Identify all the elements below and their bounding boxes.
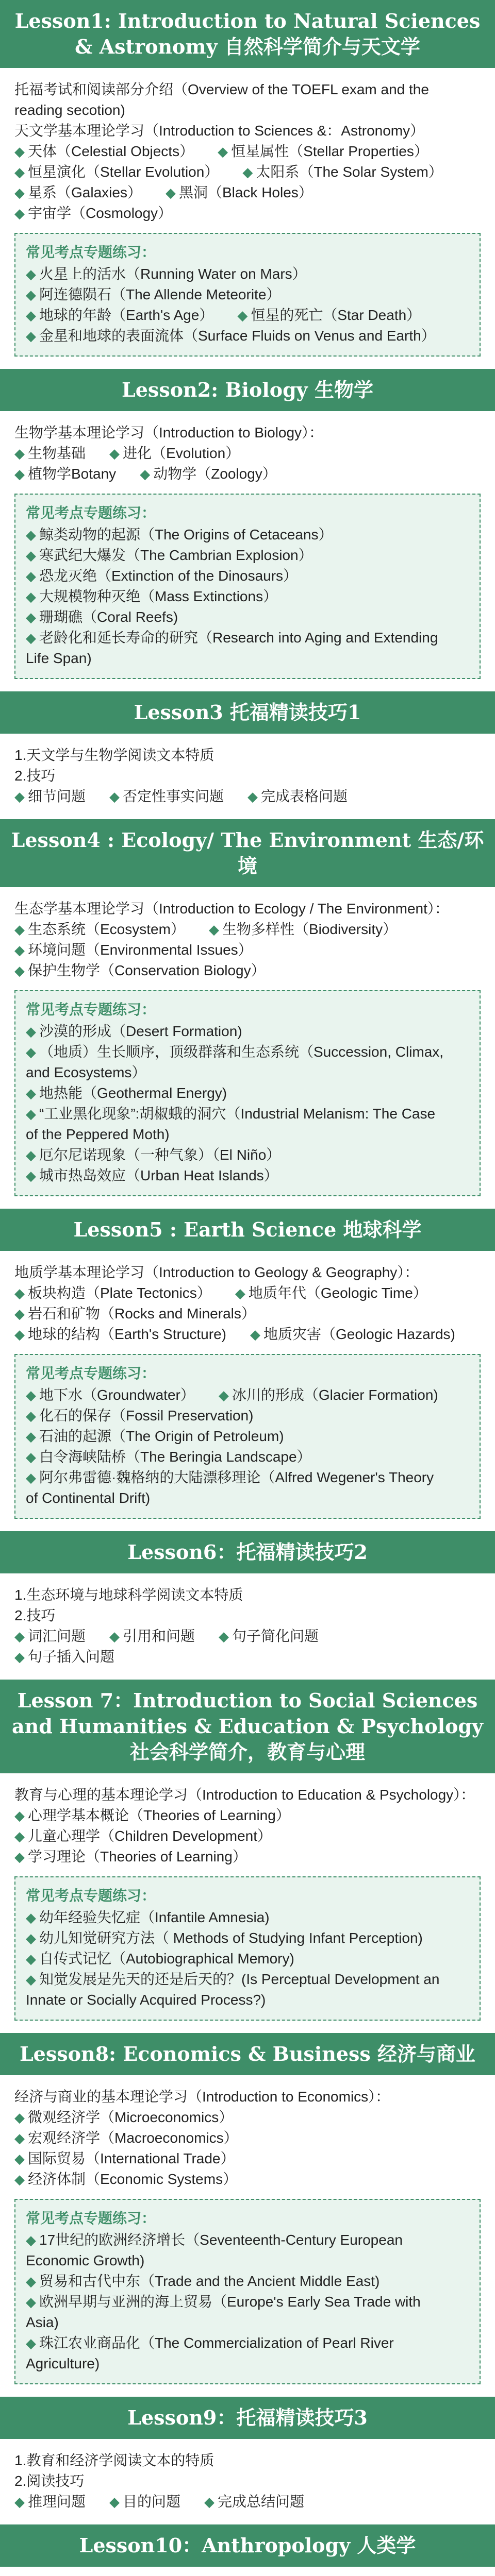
bullet-text: 岩石和矿物（Rocks and Minerals） (28, 1306, 256, 1321)
bullet-dot-icon: ◆ (14, 206, 25, 221)
bullet-item (14, 1846, 247, 1867)
topic-row (14, 464, 481, 484)
bullet-text: 金星和地球的表面流体（Surface Fluids on Venus and Earth） (39, 328, 436, 344)
bullet-dot-icon: ◆ (14, 2130, 25, 2146)
bullet-dot-icon: ◆ (14, 1629, 25, 1644)
bullet-item (14, 2169, 237, 2190)
bullet-dot-icon: ◆ (165, 185, 176, 200)
bullet-text: 珊瑚礁（Coral Reefs) (39, 609, 178, 625)
lesson-banner: Lesson1: Introduction to Natural Sciences & Astronomy 自然科学简介与天文学 (0, 0, 495, 68)
practice-row (26, 1467, 469, 1509)
bullet-text: 宇宙学（Cosmology） (28, 205, 173, 221)
bullet-dot-icon: ◆ (26, 1387, 36, 1403)
bullet-text: 地质年代（Geologic Time） (248, 1285, 427, 1301)
bullet-dot-icon: ◆ (14, 2172, 25, 2187)
bullet-item (26, 1021, 242, 1042)
practice-box (14, 990, 481, 1196)
bullet-text: 欧洲早期与亚洲的海上贸易（Europe's Early Sea Trade with Asia) (26, 2294, 421, 2330)
practice-row (26, 628, 469, 669)
bullet-text: 星系（Galaxies） (28, 184, 142, 200)
bullet-text: 太阳系（The Solar System） (256, 164, 443, 180)
lesson-section (0, 1251, 495, 1531)
bullet-text: 目的问题 (123, 2494, 181, 2510)
bullet-item (219, 1385, 438, 1405)
bullet-dot-icon: ◆ (14, 466, 25, 482)
lesson-intro-line: 1.生态环境与地球科学阅读文本特质 (14, 1587, 243, 1603)
practice-row (26, 1447, 469, 1467)
bullet-item (26, 545, 313, 566)
topic-row (14, 443, 481, 464)
bullet-text: 天体（Celestial Objects） (28, 143, 194, 159)
bullet-dot-icon: ◆ (26, 328, 36, 344)
lesson-intro-line: 2.技巧 (14, 768, 56, 784)
practice-row (26, 1928, 469, 1948)
bullet-item (109, 786, 224, 807)
bullet-dot-icon: ◆ (26, 1024, 36, 1039)
bullet-dot-icon: ◆ (26, 1408, 36, 1423)
lesson-banner: Lesson3 托福精读技巧1 (0, 691, 495, 734)
bullet-text: 词汇问题 (28, 1628, 86, 1644)
lesson-intro-line: 天文学基本理论学习（Introduction to Sciences &：Astronomy） (14, 123, 425, 139)
bullet-text: 17世纪的欧洲经济增长（Seventeenth-Century European Economic Growth) (26, 2232, 403, 2268)
bullet-text: 沙漠的形成（Desert Formation) (39, 1023, 242, 1039)
bullet-item (109, 443, 240, 464)
bullet-text: 城市热岛效应（Urban Heat Islands） (39, 1167, 278, 1183)
lesson-intro-line: 经济与商业的基本理论学习（Introduction to Economics）： (14, 2089, 390, 2105)
practice-box-title: 常见考点专题练习： (26, 244, 156, 260)
topic-row (14, 2107, 481, 2148)
practice-row (26, 566, 469, 586)
bullet-item (26, 586, 277, 607)
bullet-text: “工业黑化现象”:胡椒蛾的洞穴（Industrial Melanism: The Case of the Peppered Moth) (26, 1106, 436, 1142)
bullet-item (26, 1907, 270, 1928)
bullet-text: 否定性事实问题 (123, 788, 224, 804)
bullet-item (109, 2492, 180, 2512)
lesson-banner: Lesson5 : Earth Science 地球科学 (0, 1209, 495, 1251)
bullet-dot-icon: ◆ (14, 1849, 25, 1865)
practice-box (14, 1354, 481, 1519)
bullet-dot-icon: ◆ (109, 1629, 120, 1644)
practice-box (14, 494, 481, 679)
bullet-text: 环境问题（Environmental Issues） (28, 942, 253, 958)
bullet-text: 恒星的死亡（Star Death） (251, 307, 421, 323)
bullet-dot-icon: ◆ (14, 1828, 25, 1844)
practice-row (26, 1969, 469, 2010)
topic-row (14, 1826, 481, 1846)
bullet-dot-icon: ◆ (14, 185, 25, 200)
bullet-dot-icon: ◆ (218, 1387, 229, 1403)
topic-row (14, 1283, 481, 1303)
bullet-text: 国际贸易（International Trade） (28, 2150, 235, 2166)
topic-row (14, 786, 481, 807)
lesson-section (0, 411, 495, 691)
bullet-dot-icon: ◆ (26, 1106, 36, 1122)
practice-row (26, 1145, 469, 1165)
bullet-dot-icon: ◆ (26, 589, 36, 604)
practice-box-title: 常见考点专题练习： (26, 2210, 156, 2226)
bullet-item (26, 264, 307, 284)
lesson-banner: Lesson9：托福精读技巧3 (0, 2397, 495, 2439)
bullet-item (14, 1324, 226, 1345)
bullet-item (248, 786, 348, 807)
practice-row (26, 2333, 469, 2374)
bullet-text: 进化（Evolution） (123, 445, 240, 461)
bullet-text: 地球的结构（Earth's Structure) (28, 1326, 226, 1342)
bullet-dot-icon: ◆ (26, 287, 36, 302)
lesson-intro-line: 2.阅读技巧 (14, 2473, 85, 2489)
topic-row (14, 1626, 481, 1647)
bullet-dot-icon: ◆ (219, 1629, 229, 1644)
bullet-item (26, 607, 178, 628)
bullet-text: 动物学（Zoology） (153, 466, 277, 482)
bullet-text: 生态系统（Ecosystem） (28, 921, 185, 937)
practice-row (26, 1021, 469, 1042)
practice-row (26, 2271, 469, 2292)
bullet-dot-icon: ◆ (208, 922, 219, 937)
bullet-text: 知觉发展是先天的还是后天的？(Is Perceptual Development an Innate or Socially Acquired Process?) (26, 1971, 440, 2008)
practice-row (26, 1165, 469, 1186)
topic-row (14, 203, 481, 224)
lesson-section (0, 68, 495, 369)
bullet-text: 老龄化和延长寿命的研究（Research into Aging and Extending Life Span) (26, 630, 438, 666)
topic-row (14, 960, 481, 981)
practice-row (26, 1405, 469, 1426)
bullet-dot-icon: ◆ (26, 1972, 36, 1987)
bullet-item (14, 2148, 235, 2169)
bullet-dot-icon: ◆ (242, 164, 253, 180)
practice-box-title: 常见考点专题练习： (26, 1365, 156, 1381)
bullet-dot-icon: ◆ (26, 527, 36, 543)
practice-row (26, 2292, 469, 2333)
topic-row (14, 940, 481, 960)
bullet-item (26, 1447, 311, 1467)
bullet-dot-icon: ◆ (248, 789, 258, 804)
bullet-dot-icon: ◆ (26, 1449, 36, 1465)
bullet-item (14, 1647, 114, 1667)
bullet-item (26, 2230, 446, 2271)
lesson-intro-line: 1.天文学与生物学阅读文本特质 (14, 747, 214, 763)
bullet-item (14, 960, 266, 981)
bullet-item (26, 1405, 253, 1426)
practice-row (26, 1907, 469, 1928)
bullet-text: 板块构造（Plate Tectonics） (28, 1285, 211, 1301)
bullet-item (26, 1145, 280, 1165)
bullet-text: 学习理论（Theories of Learning） (28, 1849, 247, 1865)
bullet-dot-icon: ◆ (14, 1327, 25, 1342)
bullet-dot-icon: ◆ (26, 1930, 36, 1946)
lesson-banner: Lesson8: Economics & Business 经济与商业 (0, 2033, 495, 2075)
bullet-text: 植物学Botany (28, 466, 117, 482)
bullet-item (109, 1626, 195, 1647)
practice-row (26, 2230, 469, 2271)
bullet-item (166, 182, 313, 203)
bullet-dot-icon: ◆ (237, 308, 248, 323)
bullet-dot-icon: ◆ (14, 1306, 25, 1321)
bullet-item (26, 1083, 227, 1104)
bullet-text: 贸易和古代中东（Trade and the Ancient Middle East) (39, 2273, 380, 2289)
bullet-dot-icon: ◆ (109, 446, 120, 461)
bullet-item (14, 203, 172, 224)
bullet-text: 细节问题 (28, 788, 86, 804)
bullet-text: 寒武纪大爆发（The Cambrian Explosion） (39, 547, 313, 563)
bullet-item (26, 326, 436, 346)
bullet-text: 地热能（Geothermal Energy) (39, 1085, 227, 1101)
bullet-item (26, 1104, 446, 1145)
bullet-item (26, 1165, 278, 1186)
bullet-dot-icon: ◆ (14, 2110, 25, 2125)
bullet-item (14, 2128, 238, 2148)
bullet-text: 黑洞（Black Holes） (178, 184, 313, 200)
bullet-dot-icon: ◆ (109, 2494, 120, 2510)
bullet-item (14, 1805, 290, 1826)
lesson-section (0, 2439, 495, 2524)
topic-row (14, 2492, 481, 2512)
bullet-dot-icon: ◆ (250, 1327, 260, 1342)
bullet-item (14, 1826, 272, 1846)
bullet-item (14, 162, 219, 182)
lesson-intro-line: 生物学基本理论学习（Introduction to Biology）： (14, 425, 324, 440)
bullet-text: 厄尔尼诺现象（一种气象）（El Niño） (39, 1147, 281, 1163)
bullet-dot-icon: ◆ (14, 2151, 25, 2166)
bullet-text: 阿尔弗雷德·魏格纳的大陆漂移理论（Alfred Wegener's Theory of Continental Drift) (26, 1469, 434, 1506)
bullet-text: 自传式记忆（Autobiographical Memory) (39, 1951, 294, 1967)
bullet-item (14, 786, 86, 807)
lesson-intro-line: 地质学基本理论学习（Introduction to Geology & Geography）： (14, 1264, 419, 1280)
practice-box-title: 常见考点专题练习： (26, 1002, 156, 1018)
bullet-item (14, 940, 253, 960)
bullet-dot-icon: ◆ (26, 1147, 36, 1163)
lesson-banner: Lesson2: Biology 生物学 (0, 369, 495, 411)
bullet-item (14, 141, 194, 162)
lesson-section (0, 1773, 495, 2033)
bullet-dot-icon: ◆ (14, 1285, 25, 1301)
bullet-item (14, 2492, 86, 2512)
practice-row (26, 326, 469, 346)
bullet-text: 经济体制（Economic Systems） (28, 2171, 238, 2187)
bullet-item (26, 628, 446, 669)
topic-row (14, 1324, 481, 1345)
practice-row (26, 264, 469, 284)
bullet-text: 推理问题 (28, 2494, 86, 2510)
bullet-item (14, 464, 116, 484)
bullet-text: 微观经济学（Microeconomics） (28, 2109, 234, 2125)
bullet-text: 地质灾害（Geologic Hazards) (263, 1326, 455, 1342)
bullet-dot-icon: ◆ (235, 1285, 245, 1301)
lesson-intro-line: 1.教育和经济学阅读文本的特质 (14, 2452, 214, 2468)
practice-row (26, 1104, 469, 1145)
bullet-text: 句子简化问题 (232, 1628, 319, 1644)
bullet-text: 生物多样性（Biodiversity） (222, 921, 398, 937)
bullet-dot-icon: ◆ (26, 1168, 36, 1183)
bullet-text: 儿童心理学（Children Development） (28, 1828, 272, 1844)
practice-row (26, 1385, 469, 1405)
bullet-item (14, 2107, 233, 2128)
bullet-text: 心理学基本概论（Theories of Learning） (28, 1807, 290, 1823)
practice-row (26, 1426, 469, 1447)
bullet-item (26, 566, 298, 586)
lesson-intro-line: 生态学基本理论学习（Introduction to Ecology / The Environment）： (14, 901, 449, 917)
topic-row (14, 1647, 481, 1667)
bullet-item (14, 919, 185, 940)
bullet-dot-icon: ◆ (26, 2232, 36, 2248)
bullet-dot-icon: ◆ (14, 942, 25, 958)
practice-row (26, 1948, 469, 1969)
bullet-dot-icon: ◆ (26, 2294, 36, 2310)
bullet-text: 珠江农业商品化（The Commercialization of Pearl River Agriculture) (26, 2335, 394, 2371)
lesson-section (0, 1573, 495, 1680)
bullet-item (204, 2492, 304, 2512)
topic-row (14, 2148, 481, 2190)
lesson-intro-line: 托福考试和阅读部分介绍（Overview of the TOEFL exam and the reading secotion) (14, 81, 429, 118)
bullet-text: 句子插入问题 (28, 1649, 115, 1665)
bullet-item (26, 1969, 446, 2010)
practice-row (26, 305, 469, 326)
bullet-dot-icon: ◆ (14, 1649, 25, 1665)
bullet-dot-icon: ◆ (14, 144, 25, 159)
bullet-item (26, 2292, 446, 2333)
bullet-dot-icon: ◆ (26, 1910, 36, 1925)
bullet-item (26, 1928, 423, 1948)
bullet-dot-icon: ◆ (14, 2494, 25, 2510)
bullet-text: （地质）生长顺序，顶级群落和生态系统（Succession, Climax, and Ecosystems） (26, 1044, 444, 1080)
bullet-item (26, 1385, 195, 1405)
bullet-item (14, 1303, 256, 1324)
bullet-item (26, 524, 333, 545)
bullet-text: 恐龙灭绝（Extinction of the Dinosaurs） (39, 568, 298, 584)
lesson-intro-line: 教育与心理的基本理论学习（Introduction to Education & Psychology）： (14, 1787, 475, 1803)
bullet-text: 幼儿知觉研究方法（ Methods of Studying Infant Perception) (39, 1930, 423, 1946)
bullet-item (237, 305, 421, 326)
bullet-dot-icon: ◆ (26, 2274, 36, 2289)
bullet-dot-icon: ◆ (26, 1044, 36, 1060)
bullet-text: 宏观经济学（Macroeconomics） (28, 2130, 238, 2146)
lesson-banner: Lesson10：Anthropology 人类学 (0, 2524, 495, 2567)
bullet-dot-icon: ◆ (26, 1951, 36, 1967)
bullet-item (140, 464, 277, 484)
bullet-item (14, 1626, 86, 1647)
bullet-text: 生物基础 (28, 445, 86, 461)
bullet-item (26, 2271, 380, 2292)
bullet-dot-icon: ◆ (26, 630, 36, 646)
topic-row (14, 182, 481, 203)
bullet-text: 恒星属性（Stellar Properties） (231, 143, 428, 159)
bullet-item (218, 141, 428, 162)
bullet-dot-icon: ◆ (14, 922, 25, 937)
lesson-banner: Lesson 7：Introduction to Social Sciences and Humanities & Education & Psychology 社会科学简介，教育与心理 (0, 1680, 495, 1773)
practice-box-title: 常见考点专题练习： (26, 1888, 156, 1904)
bullet-text: 石油的起源（The Origin of Petroleum) (39, 1428, 284, 1444)
bullet-dot-icon: ◆ (218, 144, 228, 159)
bullet-dot-icon: ◆ (26, 548, 36, 563)
bullet-dot-icon: ◆ (14, 789, 25, 804)
bullet-item (242, 162, 443, 182)
bullet-dot-icon: ◆ (109, 789, 120, 804)
bullet-dot-icon: ◆ (26, 1470, 36, 1485)
bullet-dot-icon: ◆ (26, 609, 36, 625)
bullet-item (26, 1948, 294, 1969)
bullet-text: 幼年经验失忆症（Infantile Amnesia) (39, 1909, 270, 1925)
practice-row (26, 524, 469, 545)
practice-box (14, 2199, 481, 2384)
bullet-text: 恒星演化（Stellar Evolution） (28, 164, 219, 180)
bullet-dot-icon: ◆ (14, 1808, 25, 1823)
practice-box-title: 常见考点专题练习： (26, 505, 156, 521)
bullet-text: 化石的保存（Fossil Preservation) (39, 1408, 254, 1423)
bullet-dot-icon: ◆ (14, 963, 25, 978)
topic-row (14, 141, 481, 162)
lesson-section (0, 2075, 495, 2397)
bullet-text: 白令海峡陆桥（The Beringia Landscape） (39, 1449, 311, 1465)
bullet-item (26, 305, 213, 326)
bullet-text: 阿连德陨石（The Allende Meteorite） (39, 286, 281, 302)
bullet-item (219, 1626, 319, 1647)
topic-row (14, 1846, 481, 1867)
bullet-item (26, 1426, 284, 1447)
bullet-item (14, 182, 142, 203)
practice-row (26, 545, 469, 566)
lesson-intro-line: 2.技巧 (14, 1607, 56, 1623)
bullet-dot-icon: ◆ (140, 466, 151, 482)
topic-row (14, 919, 481, 940)
lesson-banner: Lesson4 : Ecology/ The Environment 生态/环境 (0, 819, 495, 887)
bullet-item (209, 919, 397, 940)
bullet-dot-icon: ◆ (26, 1086, 36, 1101)
bullet-item (14, 1283, 211, 1303)
bullet-item (250, 1324, 455, 1345)
lesson-banner: Lesson6：托福精读技巧2 (0, 1531, 495, 1573)
bullet-dot-icon: ◆ (26, 568, 36, 584)
practice-box (14, 1876, 481, 2021)
bullet-dot-icon: ◆ (26, 266, 36, 282)
bullet-dot-icon: ◆ (26, 1429, 36, 1444)
bullet-item (235, 1283, 427, 1303)
practice-row (26, 1042, 469, 1104)
bullet-dot-icon: ◆ (14, 446, 25, 461)
bullet-item (14, 443, 86, 464)
bullet-item (26, 2333, 446, 2374)
bullet-dot-icon: ◆ (26, 308, 36, 323)
bullet-text: 大规模物种灭绝（Mass Extinctions） (39, 588, 278, 604)
practice-row (26, 284, 469, 305)
topic-row (14, 1303, 481, 1324)
bullet-text: 地下水（Groundwater） (39, 1387, 195, 1403)
practice-row (26, 586, 469, 628)
bullet-text: 火星上的活水（Running Water on Mars） (39, 266, 307, 282)
bullet-text: 保护生物学（Conservation Biology） (28, 962, 266, 978)
lesson-section (0, 2567, 495, 2576)
bullet-dot-icon: ◆ (204, 2494, 215, 2510)
bullet-text: 冰川的形成（Glacier Formation) (232, 1387, 438, 1403)
bullet-item (26, 284, 280, 305)
bullet-item (26, 1467, 446, 1509)
bullet-text: 地球的年龄（Earth's Age） (39, 307, 214, 323)
bullet-text: 引用和问题 (123, 1628, 195, 1644)
bullet-item (26, 1042, 446, 1083)
bullet-text: 鲸类动物的起源（The Origins of Cetaceans） (39, 527, 333, 543)
lesson-section (0, 734, 495, 819)
bullet-text: 完成表格问题 (261, 788, 348, 804)
bullet-dot-icon: ◆ (14, 164, 25, 180)
topic-row (14, 162, 481, 182)
topic-row (14, 1805, 481, 1826)
bullet-dot-icon: ◆ (26, 2335, 36, 2351)
lesson-section (0, 887, 495, 1209)
practice-box (14, 233, 481, 357)
bullet-text: 完成总结问题 (218, 2494, 305, 2510)
